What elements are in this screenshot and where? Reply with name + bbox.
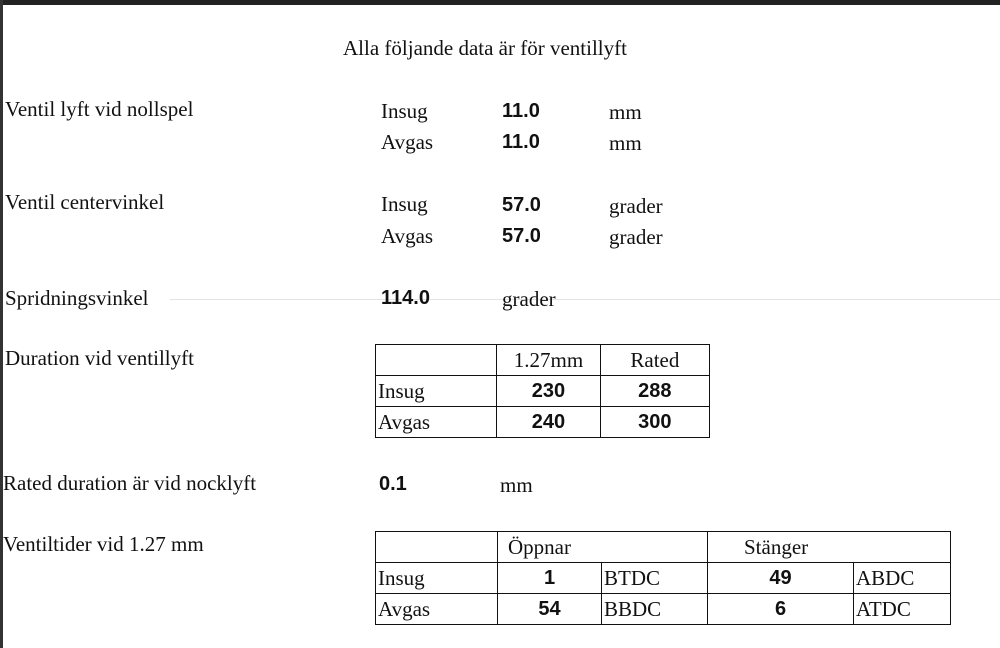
lift-intake-name: Insug: [381, 99, 428, 123]
duration-intake-rated: 288: [600, 376, 709, 407]
lift-label: Ventil lyft vid nollspel: [5, 97, 194, 121]
lift-intake-unit: mm: [609, 100, 642, 124]
center-exhaust-name: Avgas: [381, 224, 434, 248]
timing-exhaust-close-ref: ATDC: [854, 594, 951, 625]
lift-exhaust-name: Avgas: [381, 130, 434, 154]
timing-table: [375, 531, 951, 625]
rated-value: 0.1: [379, 473, 407, 495]
timing-exhaust-name: Avgas: [376, 594, 498, 625]
lift-exhaust-value: 11.0: [502, 131, 540, 153]
center-intake-name: Insug: [381, 192, 428, 216]
timing-exhaust-open-ref: BBDC: [602, 594, 708, 625]
duration-intake-name: Insug: [376, 376, 497, 407]
timing-intake-name: Insug: [376, 563, 498, 594]
lsa-value: 114.0: [381, 287, 430, 309]
center-label: Ventil centervinkel: [5, 190, 165, 214]
timing-header-open: Öppnar: [498, 532, 708, 563]
duration-label: Duration vid ventillyft: [5, 346, 194, 370]
timing-header-empty: [376, 532, 498, 563]
timing-header-close: Stänger: [708, 532, 951, 563]
scan-top-edge: [0, 0, 1000, 5]
duration-header-127: 1.27mm: [497, 345, 601, 376]
center-exhaust-unit: grader: [609, 225, 663, 249]
duration-table: [375, 344, 710, 438]
lsa-unit: grader: [502, 287, 556, 311]
timing-label: Ventiltider vid 1.27 mm: [3, 532, 204, 556]
center-intake-unit: grader: [609, 194, 663, 218]
timing-intake-open-ref: BTDC: [602, 563, 708, 594]
rated-label: Rated duration är vid nocklyft: [3, 471, 257, 495]
center-exhaust-value: 57.0: [502, 225, 541, 247]
lift-intake-value: 11.0: [502, 100, 540, 122]
lsa-label: Spridningsvinkel: [5, 286, 149, 310]
center-intake-value: 57.0: [502, 194, 541, 216]
rated-unit: mm: [500, 473, 533, 497]
duration-exhaust-name: Avgas: [376, 407, 497, 438]
paper-fold-line: [170, 299, 1000, 300]
duration-exhaust-127: 240: [497, 407, 601, 438]
timing-intake-close-ref: ABDC: [854, 563, 951, 594]
duration-header-rated: Rated: [600, 345, 709, 376]
duration-header-empty: [376, 345, 497, 376]
duration-exhaust-rated: 300: [600, 407, 709, 438]
page-title: Alla följande data är för ventillyft: [343, 36, 627, 60]
timing-intake-open: 1: [498, 563, 602, 594]
duration-intake-127: 230: [497, 376, 601, 407]
timing-exhaust-close: 6: [708, 594, 854, 625]
lift-exhaust-unit: mm: [609, 131, 642, 155]
timing-exhaust-open: 54: [498, 594, 602, 625]
timing-intake-close: 49: [708, 563, 854, 594]
